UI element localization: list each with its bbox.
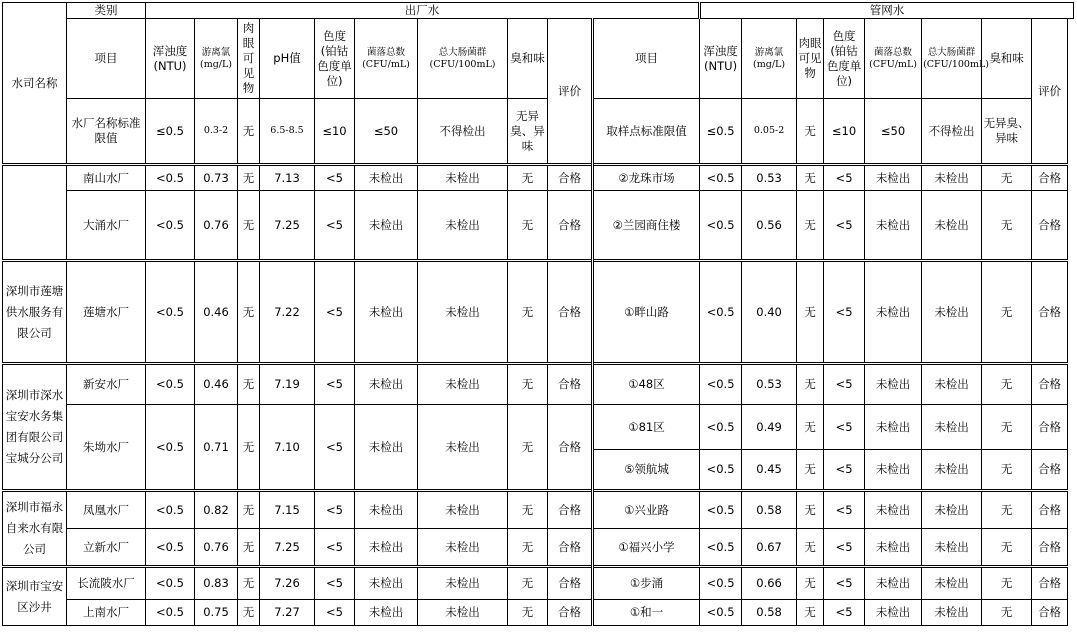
plant-turbidity: <0.5 <box>146 567 195 600</box>
plant-color: <5 <box>315 364 355 405</box>
site-visible: 无 <box>797 491 824 529</box>
plant-ph: 7.13 <box>260 165 315 191</box>
outlet-col-ph: pH值 <box>260 19 315 99</box>
site-visible: 无 <box>797 261 824 364</box>
site-turbidity: <0.5 <box>700 364 742 405</box>
plant-odor: 无 <box>508 364 548 405</box>
site-colony: 未检出 <box>865 491 922 529</box>
site-chlorine: 0.53 <box>742 364 797 405</box>
outlet-limit-colony: ≤50 <box>355 99 418 165</box>
data-row <box>3 491 1074 529</box>
plant-turbidity: <0.5 <box>146 600 195 626</box>
site-name: ①畔山路 <box>593 261 700 364</box>
site-eval: 合格 <box>1032 261 1068 364</box>
plant-odor: 无 <box>508 567 548 600</box>
site-visible: 无 <box>797 529 824 567</box>
plant-colony: 未检出 <box>355 567 418 600</box>
plant-colony: 未检出 <box>355 191 418 261</box>
site-colony: 未检出 <box>865 567 922 600</box>
site-odor: 无 <box>982 529 1032 567</box>
site-turbidity: <0.5 <box>700 191 742 261</box>
network-limit-chlorine: 0.05-2 <box>742 99 797 165</box>
plant-ph: 7.15 <box>260 491 315 529</box>
plant-color: <5 <box>315 529 355 567</box>
outlet-water-title: 出厂水 <box>146 3 700 19</box>
network-limit-label: 取样点标准限值 <box>593 99 700 165</box>
header-row-limits <box>3 99 1074 165</box>
site-odor: 无 <box>982 567 1032 600</box>
plant-chlorine: 0.76 <box>195 191 238 261</box>
site-turbidity: <0.5 <box>700 165 742 191</box>
plant-coliform: 未检出 <box>418 567 508 600</box>
site-colony: 未检出 <box>865 405 922 450</box>
outlet-limit-odor: 无异臭、异味 <box>508 99 548 165</box>
plant-visible: 无 <box>238 491 260 529</box>
site-visible: 无 <box>797 191 824 261</box>
site-odor: 无 <box>982 491 1032 529</box>
plant-eval: 合格 <box>548 491 593 529</box>
data-row <box>3 600 1074 626</box>
plant-odor: 无 <box>508 529 548 567</box>
network-limit-colony: ≤50 <box>865 99 922 165</box>
network-eval-header: 评价 <box>1032 19 1068 165</box>
outlet-limit-chlorine: 0.3-2 <box>195 99 238 165</box>
outlet-col-coliform: 总大肠菌群(CFU/100mL) <box>418 19 508 99</box>
site-color: <5 <box>824 364 865 405</box>
plant-coliform: 未检出 <box>418 491 508 529</box>
site-chlorine: 0.40 <box>742 261 797 364</box>
site-odor: 无 <box>982 600 1032 626</box>
site-color: <5 <box>824 261 865 364</box>
outlet-limit-turbidity: ≤0.5 <box>146 99 195 165</box>
site-colony: 未检出 <box>865 529 922 567</box>
plant-visible: 无 <box>238 191 260 261</box>
site-coliform: 未检出 <box>922 191 982 261</box>
plant-turbidity: <0.5 <box>146 261 195 364</box>
plant-color: <5 <box>315 567 355 600</box>
plant-name: 新安水厂 <box>67 364 146 405</box>
network-limit-turbidity: ≤0.5 <box>700 99 742 165</box>
plant-colony: 未检出 <box>355 261 418 364</box>
site-turbidity: <0.5 <box>700 491 742 529</box>
site-color: <5 <box>824 529 865 567</box>
plant-colony: 未检出 <box>355 491 418 529</box>
site-colony: 未检出 <box>865 600 922 626</box>
plant-colony: 未检出 <box>355 364 418 405</box>
plant-name: 长流陂水厂 <box>67 567 146 600</box>
plant-chlorine: 0.73 <box>195 165 238 191</box>
outlet-col-visible: 肉眼可见物 <box>238 19 260 99</box>
site-colony: 未检出 <box>865 165 922 191</box>
site-name: ②龙珠市场 <box>593 165 700 191</box>
site-odor: 无 <box>982 165 1032 191</box>
plant-turbidity: <0.5 <box>146 529 195 567</box>
category-header: 类别 <box>67 3 146 19</box>
plant-chlorine: 0.75 <box>195 600 238 626</box>
data-row <box>3 261 1074 364</box>
site-eval: 合格 <box>1032 405 1068 450</box>
network-col-color: 色度(铂钴色度单位) <box>824 19 865 99</box>
plant-visible: 无 <box>238 165 260 191</box>
outlet-item-header: 项目 <box>67 19 146 99</box>
network-limit-odor: 无异臭、异味 <box>982 99 1032 165</box>
plant-odor: 无 <box>508 165 548 191</box>
site-odor: 无 <box>982 405 1032 450</box>
plant-color: <5 <box>315 600 355 626</box>
site-turbidity: <0.5 <box>700 600 742 626</box>
plant-coliform: 未检出 <box>418 405 508 491</box>
site-chlorine: 0.58 <box>742 600 797 626</box>
plant-chlorine: 0.71 <box>195 405 238 491</box>
plant-name: 朱坳水厂 <box>67 405 146 491</box>
plant-chlorine: 0.76 <box>195 529 238 567</box>
plant-visible: 无 <box>238 567 260 600</box>
plant-turbidity: <0.5 <box>146 165 195 191</box>
plant-chlorine: 0.83 <box>195 567 238 600</box>
site-visible: 无 <box>797 450 824 491</box>
data-row <box>3 165 1074 191</box>
site-eval: 合格 <box>1032 529 1068 567</box>
site-chlorine: 0.49 <box>742 405 797 450</box>
data-row <box>3 191 1074 261</box>
outlet-limit-label: 水厂名称标准限值 <box>67 99 146 165</box>
outlet-col-turbidity: 浑浊度(NTU) <box>146 19 195 99</box>
data-row <box>3 567 1074 600</box>
company-name: 深圳市福永自来水有限公司 <box>3 491 67 567</box>
plant-eval: 合格 <box>548 600 593 626</box>
data-row <box>3 364 1074 405</box>
outlet-eval-header: 评价 <box>548 19 593 165</box>
plant-odor: 无 <box>508 191 548 261</box>
network-col-coliform: 总大肠菌群(CFU/100mL) <box>922 19 982 99</box>
table-body <box>3 3 1074 626</box>
site-color: <5 <box>824 405 865 450</box>
outlet-col-odor: 臭和味 <box>508 19 548 99</box>
site-coliform: 未检出 <box>922 600 982 626</box>
site-color: <5 <box>824 165 865 191</box>
plant-coliform: 未检出 <box>418 364 508 405</box>
site-chlorine: 0.58 <box>742 491 797 529</box>
site-color: <5 <box>824 567 865 600</box>
site-chlorine: 0.45 <box>742 450 797 491</box>
site-name: ⑤领航城 <box>593 450 700 491</box>
plant-odor: 无 <box>508 491 548 529</box>
plant-eval: 合格 <box>548 261 593 364</box>
plant-colony: 未检出 <box>355 600 418 626</box>
outlet-col-chlorine: 游离氯(mg/L) <box>195 19 238 99</box>
plant-coliform: 未检出 <box>418 165 508 191</box>
plant-visible: 无 <box>238 261 260 364</box>
plant-chlorine: 0.46 <box>195 261 238 364</box>
plant-name: 莲塘水厂 <box>67 261 146 364</box>
company-name: 深圳市宝安区沙井 <box>3 567 67 626</box>
water-quality-table <box>2 2 1074 626</box>
site-name: ①81区 <box>593 405 700 450</box>
site-turbidity: <0.5 <box>700 529 742 567</box>
site-chlorine: 0.53 <box>742 165 797 191</box>
plant-colony: 未检出 <box>355 529 418 567</box>
plant-colony: 未检出 <box>355 405 418 491</box>
site-coliform: 未检出 <box>922 491 982 529</box>
site-visible: 无 <box>797 567 824 600</box>
site-name: ②兰园商住楼 <box>593 191 700 261</box>
plant-eval: 合格 <box>548 191 593 261</box>
plant-coliform: 未检出 <box>418 191 508 261</box>
site-odor: 无 <box>982 450 1032 491</box>
outlet-limit-ph: 6.5-8.5 <box>260 99 315 165</box>
site-colony: 未检出 <box>865 450 922 491</box>
site-odor: 无 <box>982 364 1032 405</box>
site-coliform: 未检出 <box>922 261 982 364</box>
site-visible: 无 <box>797 364 824 405</box>
header-row-2 <box>3 19 1074 99</box>
plant-name: 大涌水厂 <box>67 191 146 261</box>
site-odor: 无 <box>982 191 1032 261</box>
site-coliform: 未检出 <box>922 405 982 450</box>
plant-coliform: 未检出 <box>418 529 508 567</box>
plant-name: 立新水厂 <box>67 529 146 567</box>
site-name: ①福兴小学 <box>593 529 700 567</box>
plant-coliform: 未检出 <box>418 600 508 626</box>
site-turbidity: <0.5 <box>700 405 742 450</box>
site-chlorine: 0.66 <box>742 567 797 600</box>
outlet-col-color: 色度(铂钴色度单位) <box>315 19 355 99</box>
network-col-visible: 肉眼可见物 <box>797 19 824 99</box>
network-col-odor: 臭和味 <box>982 19 1032 99</box>
plant-ph: 7.27 <box>260 600 315 626</box>
plant-ph: 7.25 <box>260 191 315 261</box>
plant-visible: 无 <box>238 364 260 405</box>
site-turbidity: <0.5 <box>700 261 742 364</box>
plant-eval: 合格 <box>548 405 593 491</box>
plant-color: <5 <box>315 165 355 191</box>
company-name: 深圳市深水宝安水务集团有限公司宝城分公司 <box>3 364 67 491</box>
company-name: 深圳市莲塘供水服务有限公司 <box>3 261 67 364</box>
network-limit-visible: 无 <box>797 99 824 165</box>
site-color: <5 <box>824 450 865 491</box>
site-eval: 合格 <box>1032 567 1068 600</box>
outlet-col-colony: 菌落总数(CFU/mL) <box>355 19 418 99</box>
plant-eval: 合格 <box>548 567 593 600</box>
plant-eval: 合格 <box>548 529 593 567</box>
site-coliform: 未检出 <box>922 567 982 600</box>
plant-ph: 7.22 <box>260 261 315 364</box>
site-visible: 无 <box>797 600 824 626</box>
network-water-title: 管网水 <box>700 3 1074 19</box>
plant-odor: 无 <box>508 600 548 626</box>
site-eval: 合格 <box>1032 165 1068 191</box>
plant-turbidity: <0.5 <box>146 191 195 261</box>
plant-visible: 无 <box>238 529 260 567</box>
site-coliform: 未检出 <box>922 450 982 491</box>
plant-colony: 未检出 <box>355 165 418 191</box>
plant-ph: 7.10 <box>260 405 315 491</box>
network-col-chlorine: 游离氯(mg/L) <box>742 19 797 99</box>
site-colony: 未检出 <box>865 191 922 261</box>
network-item-header: 项目 <box>593 19 700 99</box>
site-visible: 无 <box>797 165 824 191</box>
site-eval: 合格 <box>1032 191 1068 261</box>
network-col-turbidity: 浑浊度(NTU) <box>700 19 742 99</box>
outlet-limit-color: ≤10 <box>315 99 355 165</box>
outlet-limit-visible: 无 <box>238 99 260 165</box>
plant-turbidity: <0.5 <box>146 491 195 529</box>
data-row <box>3 529 1074 567</box>
outlet-limit-coliform: 不得检出 <box>418 99 508 165</box>
company-column-header: 水司名称 <box>3 3 67 165</box>
site-turbidity: <0.5 <box>700 450 742 491</box>
plant-chlorine: 0.82 <box>195 491 238 529</box>
site-chlorine: 0.67 <box>742 529 797 567</box>
network-limit-coliform: 不得检出 <box>922 99 982 165</box>
site-turbidity: <0.5 <box>700 567 742 600</box>
plant-color: <5 <box>315 405 355 491</box>
site-coliform: 未检出 <box>922 364 982 405</box>
network-limit-color: ≤10 <box>824 99 865 165</box>
company-name <box>3 165 67 261</box>
site-name: ①步涌 <box>593 567 700 600</box>
plant-turbidity: <0.5 <box>146 364 195 405</box>
plant-coliform: 未检出 <box>418 261 508 364</box>
site-colony: 未检出 <box>865 364 922 405</box>
plant-eval: 合格 <box>548 165 593 191</box>
site-name: ①48区 <box>593 364 700 405</box>
site-coliform: 未检出 <box>922 529 982 567</box>
site-name: ①兴业路 <box>593 491 700 529</box>
site-chlorine: 0.56 <box>742 191 797 261</box>
site-color: <5 <box>824 491 865 529</box>
plant-visible: 无 <box>238 600 260 626</box>
plant-odor: 无 <box>508 405 548 491</box>
site-color: <5 <box>824 191 865 261</box>
site-visible: 无 <box>797 405 824 450</box>
plant-color: <5 <box>315 491 355 529</box>
plant-turbidity: <0.5 <box>146 405 195 491</box>
network-col-colony: 菌落总数(CFU/mL) <box>865 19 922 99</box>
plant-name: 南山水厂 <box>67 165 146 191</box>
site-eval: 合格 <box>1032 600 1068 626</box>
site-odor: 无 <box>982 261 1032 364</box>
plant-color: <5 <box>315 261 355 364</box>
plant-ph: 7.19 <box>260 364 315 405</box>
plant-visible: 无 <box>238 405 260 491</box>
plant-chlorine: 0.46 <box>195 364 238 405</box>
site-coliform: 未检出 <box>922 165 982 191</box>
plant-ph: 7.26 <box>260 567 315 600</box>
plant-ph: 7.25 <box>260 529 315 567</box>
header-row-1 <box>3 3 1074 19</box>
data-row <box>3 405 1074 450</box>
plant-color: <5 <box>315 191 355 261</box>
plant-odor: 无 <box>508 261 548 364</box>
site-eval: 合格 <box>1032 491 1068 529</box>
site-eval: 合格 <box>1032 364 1068 405</box>
plant-eval: 合格 <box>548 364 593 405</box>
site-eval: 合格 <box>1032 450 1068 491</box>
plant-name: 上南水厂 <box>67 600 146 626</box>
site-name: ①和一 <box>593 600 700 626</box>
plant-name: 凤凰水厂 <box>67 491 146 529</box>
site-colony: 未检出 <box>865 261 922 364</box>
site-color: <5 <box>824 600 865 626</box>
